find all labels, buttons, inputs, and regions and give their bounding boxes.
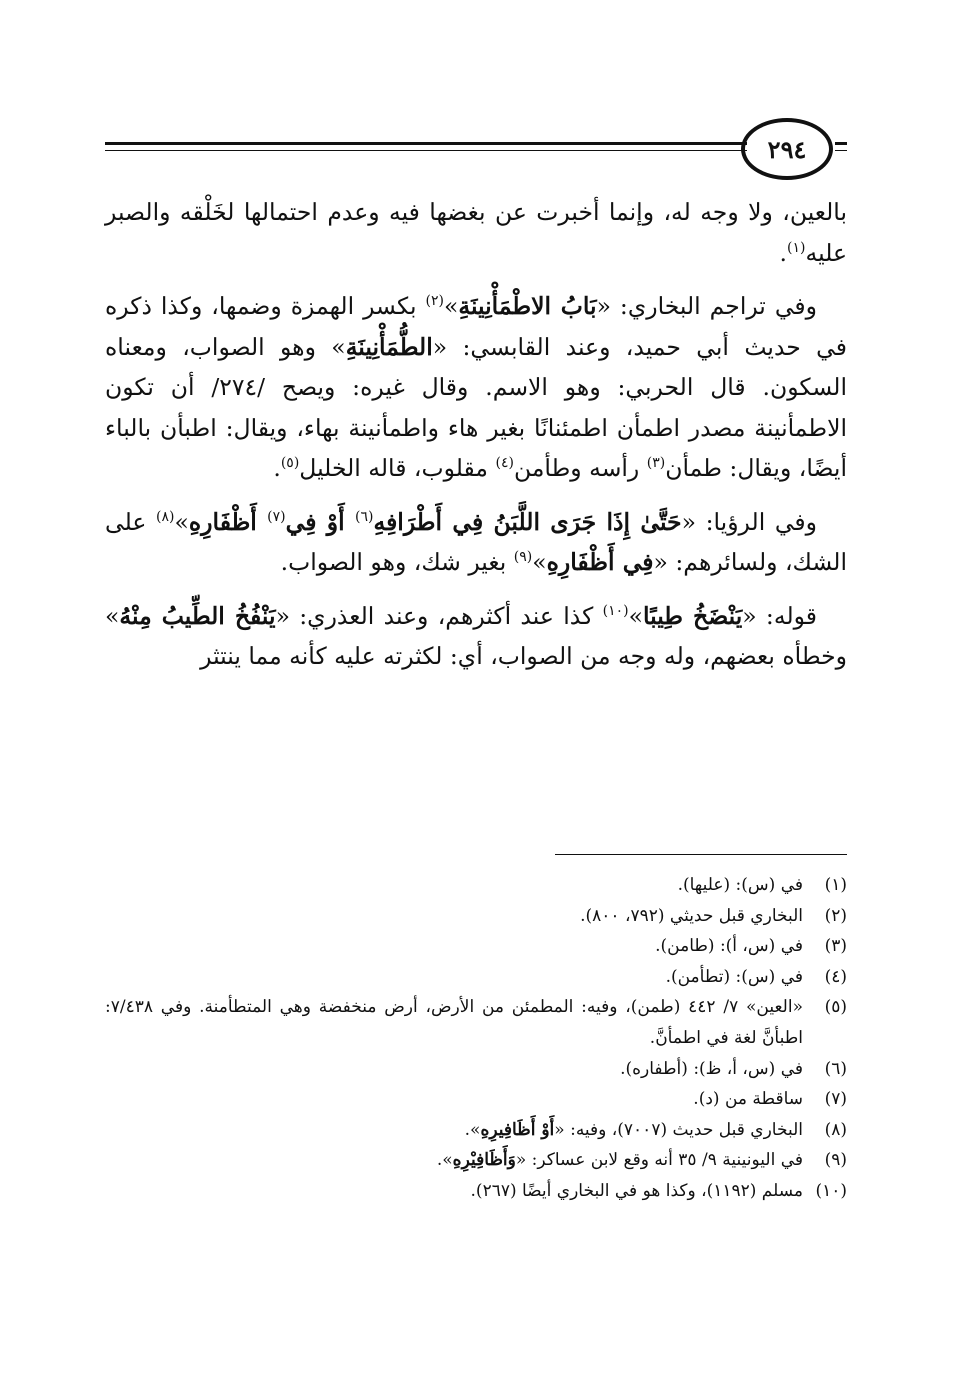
text-run: بغير شك، وهو الصواب. (280, 548, 514, 576)
text-run: . (779, 238, 788, 267)
text-run: رأسه وطأمن (513, 454, 647, 482)
text-run: » (174, 507, 189, 536)
header-rule (105, 142, 747, 145)
footnote-ref: (١٠) (602, 602, 629, 619)
bold-quote: يَنْضَخُ طِيبًا (642, 601, 743, 630)
footnote-ref: (٩) (513, 549, 533, 566)
footnote-item (105, 962, 847, 993)
text-run: » (628, 601, 643, 630)
bold-quote: حَتَّىٰ إِذَا جَرَى اللَّبَنُ فِي أَطْرَافِهِ (373, 507, 682, 536)
footnote-number: (٧) (824, 1089, 847, 1110)
footnote-number: (٩) (824, 1150, 847, 1171)
footnote-text (105, 992, 803, 1053)
footnote-number: (٥) (824, 997, 847, 1018)
text-run: » (532, 548, 547, 576)
main-text (105, 192, 847, 690)
text-run: في (س): (عليها). (677, 875, 803, 895)
footnote-text (105, 1176, 803, 1207)
footnote-text (105, 870, 803, 901)
text-run: . (273, 454, 281, 482)
text-run: على الشك، ولسائرهم: « (105, 507, 847, 576)
text-run: » وخطأه بعضهم، وله وجه من الصواب، أي: لكثرته عليه كأنه مما ينتثر (105, 601, 847, 670)
footnote-item (105, 901, 847, 932)
text-run: ساقطة من (د). (693, 1089, 803, 1110)
footnote-number: (٦) (824, 1058, 847, 1079)
footnote-text (105, 1054, 803, 1085)
text-run: في (س، أ): (طامن). (655, 936, 803, 957)
bold-quote: أَوْ فِي (285, 507, 355, 536)
header-rule-thin (105, 150, 747, 151)
page-number: ٢٩٤ (741, 118, 833, 180)
footnote-text (105, 962, 803, 993)
footnote-ref: (٧) (267, 508, 286, 525)
footnote-ref: (٥) (280, 455, 300, 472)
footnote-text (105, 1115, 803, 1146)
footnote-ref: (١) (787, 239, 806, 256)
text-run: قوله: « (742, 601, 817, 630)
text-run: كذا عند أكثرهم، وعند العذري: « (275, 601, 603, 630)
text-run: ». (436, 1150, 453, 1171)
text-run: البخاري قبل حديث (٧٠٠٧)، وفيه: « (554, 1119, 803, 1140)
footnote-ref: (٨) (156, 508, 175, 525)
footnote-item (105, 1084, 847, 1115)
text-run: البخاري قبل حديثي (٧٩٢، ٨٠٠). (580, 905, 803, 926)
text-run: مقلوب، قاله الخليل (299, 454, 496, 482)
bold-quote: بَابُ الاطْمَأْنِينَةِ (458, 292, 597, 320)
text-run: بالعين، ولا وجه له، وإنما أخبرت عن بغضها فيه وعدم احتمالها لخَلْقه والصبر عليه (105, 198, 847, 267)
text-run: في (س): (تطأمن). (665, 966, 803, 987)
footnote-item (105, 931, 847, 962)
text-run: ». (464, 1119, 481, 1140)
footnote-text (105, 901, 803, 932)
footnote-ref: (٤) (495, 455, 514, 472)
header-rule-right (835, 142, 847, 145)
text-run: » وهو الصواب، ومعناه السكون. قال الحربي: وهو الاسم. وقال غيره: ويصح /٢٧٤/ أن تكون الاطمأنينة مصدر اطمأن اطمئنانًا بغير هاء واطمأنينة بهاء، ويقال: اطبأن بالباء أيضًا، ويقال: طمأن (105, 332, 847, 482)
footnote-number: (٢) (824, 905, 847, 926)
bold-quote: أَوْ أَظَافِيرِهِ (480, 1119, 555, 1140)
bold-quote: الطُّمَأْنِينَةِ (345, 332, 433, 361)
footnote-text (105, 1145, 803, 1176)
text-run: في (س، أ، ظ): (أطفاره). (620, 1058, 803, 1079)
bold-quote: وَأَظَافِيْرِهِ (452, 1150, 516, 1171)
footnote-text (105, 1084, 803, 1115)
text-run: «العين» ٧/ ٤٤٢ (طمن)، وفيه: المطمئن من الأرض، أرض منخفضة وهي المتطأمنة. وفي ٧/٤٣٨: اطبأنَّ لغة في اطمأنَّ. (105, 997, 803, 1048)
footnote-number: (١) (824, 875, 847, 895)
text-run: وفي تراجم البخاري: « (596, 292, 817, 320)
paragraph-p2 (105, 286, 847, 489)
footnote-number: (١٠) (815, 1180, 847, 1201)
footnote-item (105, 992, 847, 1053)
footnote-number: (٤) (824, 966, 847, 987)
footnote-item (105, 1115, 847, 1146)
paragraph-p3 (105, 502, 847, 583)
footnote-ref: (٣) (646, 455, 666, 472)
text-run: مسلم (١١٩٢)، وكذا هو في البخاري أيضًا (٢٦٧). (470, 1180, 803, 1201)
footnote-text (105, 931, 803, 962)
text-run: بكسر الهمزة وضمها، وكذا ذكره في حديث أبي حميد، وعند القابسي: « (105, 292, 848, 361)
footnote-item (105, 1054, 847, 1085)
footnote-item (105, 1176, 847, 1207)
footnote-ref: (٢) (425, 293, 444, 310)
bold-quote: فِي أَظْفَارِهِ (546, 548, 654, 576)
footnote-ref: (٦) (355, 508, 374, 525)
text-run: في اليونينية ٩/ ٣٥ أنه وقع لابن عساكر: « (515, 1150, 803, 1171)
text-run: وفي الرؤيا: « (681, 507, 818, 536)
bold-quote: أَظْفَارِهِ (188, 507, 268, 536)
bold-quote: يَنْفُخُ الطِّيبُ مِنْهُ (119, 601, 276, 630)
page-header (105, 118, 847, 186)
footnote-number: (٨) (824, 1119, 847, 1140)
text-run: » (443, 292, 459, 320)
footnote-item (105, 870, 847, 901)
paragraph-p4 (105, 596, 847, 677)
footnote-number: (٣) (824, 936, 847, 957)
footnotes (105, 870, 847, 1207)
footnote-separator (555, 854, 847, 855)
paragraph-p1 (105, 192, 847, 273)
header-rule-right-thin (835, 150, 847, 151)
footnote-item (105, 1145, 847, 1176)
